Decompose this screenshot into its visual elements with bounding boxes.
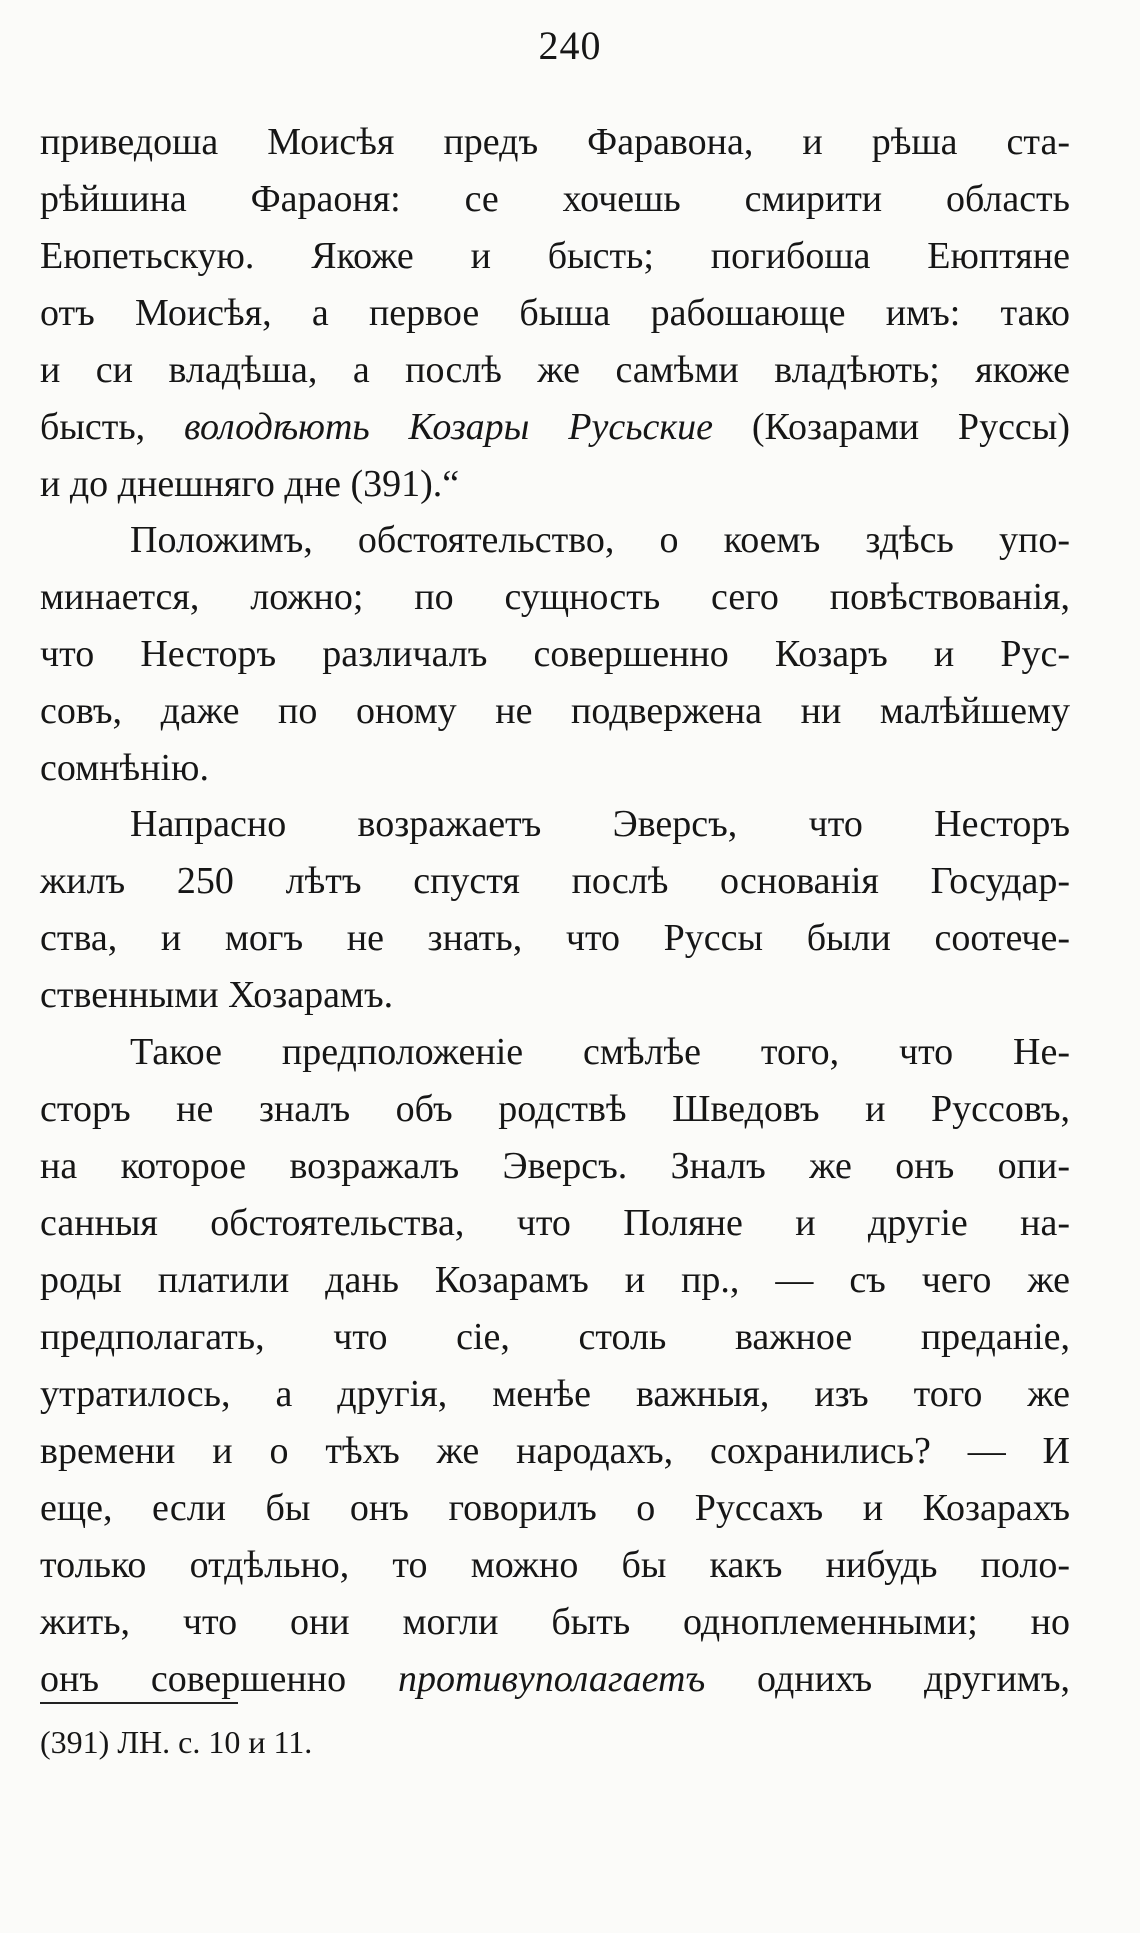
page-number: 240	[538, 23, 602, 68]
text-line: сомнѣнію.	[40, 747, 209, 789]
text-line: только отдѣльно, то можно бы какъ нибудь поло-	[40, 1544, 1070, 1586]
text-line: жить, что они могли быть одноплеменными; но	[40, 1601, 1070, 1643]
paragraph-2	[40, 512, 1070, 797]
paragraph-quote	[40, 114, 1070, 513]
text-line-mixed	[40, 399, 1070, 456]
text-line: жилъ 250 лѣтъ спустя послѣ основанія Государ-	[40, 860, 1070, 902]
text-line: приведоша Моисѣя предъ Фаравона, и рѣша ста-	[40, 121, 1070, 163]
text-line: минается, ложно; по сущность сего повѣствованія,	[40, 576, 1070, 618]
text-line: санныя обстоятельства, что Поляне и другіе на-	[40, 1202, 1070, 1244]
italic-text-span: противуполагаетъ	[397, 1658, 706, 1700]
text-span: бысть,	[40, 406, 185, 448]
text-line: сторъ не зналъ объ родствѣ Шведовъ и Руссовъ,	[40, 1088, 1070, 1130]
text-line: Такое предположеніе смѣлѣе того, что Не-	[130, 1031, 1070, 1073]
text-line: Положимъ, обстоятельство, о коемъ здѣсь упо-	[130, 519, 1070, 561]
text-span: (Козарами Руссы)	[713, 406, 1070, 448]
text-line: Напрасно возражаетъ Эверсъ, что Несторъ	[130, 803, 1070, 845]
text-line: ства, и могъ не знать, что Руссы были соотече-	[40, 917, 1070, 959]
text-line: что Несторъ различалъ совершенно Козаръ и Рус-	[40, 633, 1070, 675]
footnote: (391) ЛН. с. 10 и 11.	[40, 1724, 313, 1760]
text-line-mixed	[40, 1651, 1070, 1708]
text-span: однихъ другимъ,	[705, 1658, 1070, 1700]
text-line: ственными Хозарамъ.	[40, 974, 394, 1016]
text-line: совъ, даже по оному не подвержена ни малѣйшему	[40, 690, 1070, 732]
text-line: рѣйшина Фараоня: се хочешь смирити область	[40, 178, 1070, 220]
text-line: утратилось, а другія, менѣе важныя, изъ того же	[40, 1373, 1070, 1415]
paragraph-4	[40, 1024, 1070, 1708]
text-line: на которое возражалъ Эверсъ. Зналъ же онъ опи-	[40, 1145, 1070, 1187]
text-line: времени и о тѣхъ же народахъ, сохранились? — И	[40, 1430, 1070, 1472]
text-line: роды платили дань Козарамъ и пр., — съ чего же	[40, 1259, 1070, 1301]
paragraph-3	[40, 796, 1070, 1024]
text-line: еще, если бы онъ говорилъ о Руссахъ и Козарахъ	[40, 1487, 1070, 1529]
italic-text-span: володѣють Козары Русьские	[184, 406, 713, 448]
text-line: отъ Моисѣя, а первое быша рабошающе имъ: тако	[40, 292, 1070, 334]
text-span: онъ совершенно	[40, 1658, 398, 1700]
text-line: и до днешняго дне (391).“	[40, 463, 460, 505]
text-line: предполагать, что сіе, столь важное преданіе,	[40, 1316, 1070, 1358]
text-line: и си владѣша, а послѣ же самѣми владѣють; якоже	[40, 349, 1070, 391]
footnote-divider	[40, 1702, 238, 1704]
text-line: Еюпетьскую. Якоже и бысть; погибоша Еюптяне	[40, 235, 1070, 277]
